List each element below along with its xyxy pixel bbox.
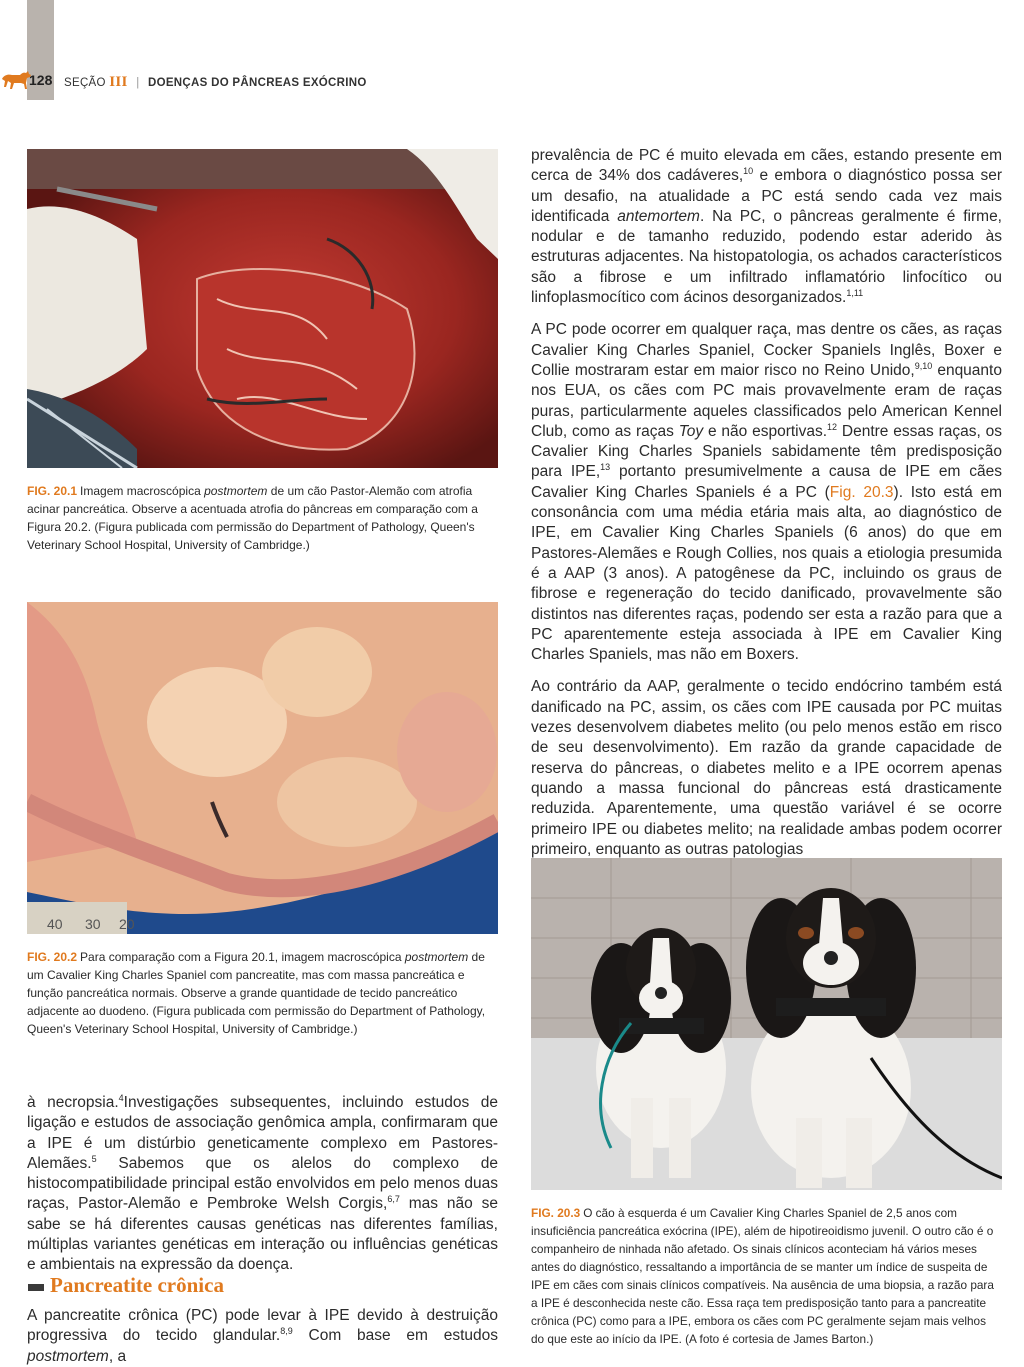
page-number: 128 (29, 72, 53, 88)
caption-text: O cão à esquerda é um Cavalier King Charles Spaniel de 2,5 anos com insuficiência pancreática exócrina (IPE), além de hipotireoidismo juvenil. O outro cão é o companheiro de ninhada não afetado. Os sinais clínicos aconteciam há vários meses antes do diagnóstico, ressaltando a importância de se manter um índice de suspeita de IPE em cães com sinais clínicos compatíveis. Na ausência de uma biopsia, a razão para a IPE é desconhecida neste cão. Essa raça tem predisposição tanto para a pancreatite crônica (PC) como para a IPE, embora os cães com PC geralmente sejam mais velhos do que este ao início da IPE. (A foto é cortesia de James Barton.) (531, 1206, 994, 1346)
ruler-label: 30 (85, 916, 101, 932)
dog-silhouette-icon (0, 63, 32, 91)
figure-label: FIG. 20.3 (531, 1206, 581, 1220)
caption-text: Para comparação com a Figura 20.1, imagem macroscópica (80, 950, 405, 964)
section-title: DOENÇAS DO PÂNCREAS EXÓCRINO (147, 77, 367, 89)
caption-text: de um cão Pastor-Alemão com atrofia acinar pancreática. Observe a acentuada atrofia do pâncreas em comparação com a Figura 20.2. (Figura publicada com permissão do Department of Pathology, Queen's Veterinary School Hospital, University of Cambridge.) (27, 484, 478, 552)
left-column-text (27, 1093, 498, 1276)
section-heading: Pancreatite crônica (28, 1273, 224, 1298)
figure-20-2-caption (27, 948, 498, 1038)
ruler-label: 40 (47, 916, 63, 932)
figure-label: FIG. 20.1 (27, 484, 78, 498)
caption-text: Imagem macroscópica (80, 484, 205, 498)
caption-text: de um Cavalier King Charles Spaniel com pancreatite, mas com massa pancreática e função pancreática normais. Observe a grande quantidade de tecido pancreático adjacente ao duodeno. (Figura publicada com permissão do Department of Pathology, Queen's Veterinary School Hospital, University of Cambridge.) (27, 950, 486, 1036)
figure-20-1-caption (27, 482, 498, 554)
section-roman: III (109, 74, 128, 90)
caption-italic: postmortem (204, 484, 268, 498)
figure-label: FIG. 20.2 (27, 950, 78, 964)
dog-right (746, 888, 916, 1188)
caption-italic: postmortem (404, 950, 469, 964)
figure-20-3-caption (531, 1204, 1002, 1348)
heading-bar (28, 1284, 44, 1291)
figure-20-2-photo (27, 602, 498, 934)
header-separator: | (136, 77, 140, 89)
ruler-label: 20 (119, 916, 135, 932)
paragraph: prevalência de PC é muito elevada em cães, estando presente em cerca de 34% dos cadáveres,$^{10}$ e embora o diagnóstico possa ser um desafio, na atualidade a PC está sendo cada vez mais identificada antemortem. Na PC, o pâncreas geralmente é firme, nodular e de tamanho reduzido, podendo estar aderido às estruturas adjacentes. Na histopatologia, os achados característicos são a fibrose e um infiltrado inflamatório linfocítico ou linfoplasmocítico com ácinos desorganizados.$^{1,11}$ (531, 147, 1002, 307)
left-column-text-2 (27, 1306, 498, 1367)
right-column-text (531, 146, 1002, 860)
figure-reference-link[interactable]: Fig. 20.3 (829, 483, 894, 501)
paragraph: Ao contrário da AAP, geralmente o tecido endócrino também está danificado na PC, assim, os cães com IPE causada por PC muitas vezes desenvolvem diabetes melito (ou pelo menos estão em risco de seu desenvolvimento). Em razão da grande capacidade de reserva do pâncreas, o diabetes melito e a IPE ocorrem apenas quando a massa funcional do pâncreas está drasticamente reduzida. Aparentemente, uma questão variável é se ocorre primeiro IPE ou diabetes melito; na realidade ambas podem ocorrer primeiro, enquanto as outras patologias (531, 678, 1002, 858)
figure-20-1-photo (27, 149, 498, 468)
paragraph: A PC pode ocorrer em qualquer raça, mas dentre os cães, as raças Cavalier King Charles Spaniel, Cocker Spaniels Inglês, Boxer e Collie mostraram estar em maior risco no Reino Unido,$^{9,10}$ enquanto nos EUA, os cães com PC mais provavelmente eram de raças puras, particularmente aqueles classificados pelo American Kennel Club, como as raças Toy e não esportivas.$^{12}$ Dentre essas raças, os Cavalier King Charles Spaniels sabidamente têm predisposição para IPE,$^{13}$ portanto presumivelmente a causa de IPE em cães Cavalier King Charles Spaniels é a PC (Fig. 20.3). Isto está em consonância com uma média etária mais alta, ao diagnóstico de IPE, em Cavalier King Charles Spaniels (6 anos) do que em Pastores-Alemães e Rough Collies, nos quais a etiologia presumida é a AAP (3 anos). A patogênese da PC, incluindo os graus de fibrose e regeneração do tecido danificado, provavelmente são distintos nas diferentes raças, podendo ser esta a razão para que a PC aparentemente esteja associada à IPE em Cavalier King Charles Spaniels, mas não em Boxers. (531, 321, 1003, 664)
paragraph: A pancreatite crônica (PC) pode levar à IPE devido à destruição progressiva do tecido glandular.$^{8,9}$ Com base em estudos postmortem, a (27, 1307, 498, 1365)
paragraph: à necropsia.$^4$Investigações subsequentes, incluindo estudos de ligação e estudos de associação genômica ampla, confirmaram que a IPE é um distúrbio geneticamente complexo em Pastores-Alemães.$^5$ Sabemos que os alelos do complexo de histocompatibilidade principal estão envolvidos em pelo menos duas raças, Pastor-Alemão e Pembroke Welsh Corgis,$^{6,7}$ mas não se sabe se há diferentes causas genéticas nas diferentes famílias, múltiplas variantes genéticas em interação ou influências genéticas e ambientais na expressão da doença. (27, 1092, 499, 1274)
section-prefix: SEÇÃO (64, 77, 106, 89)
figure-20-3-photo (531, 858, 1002, 1190)
running-header (64, 74, 367, 91)
